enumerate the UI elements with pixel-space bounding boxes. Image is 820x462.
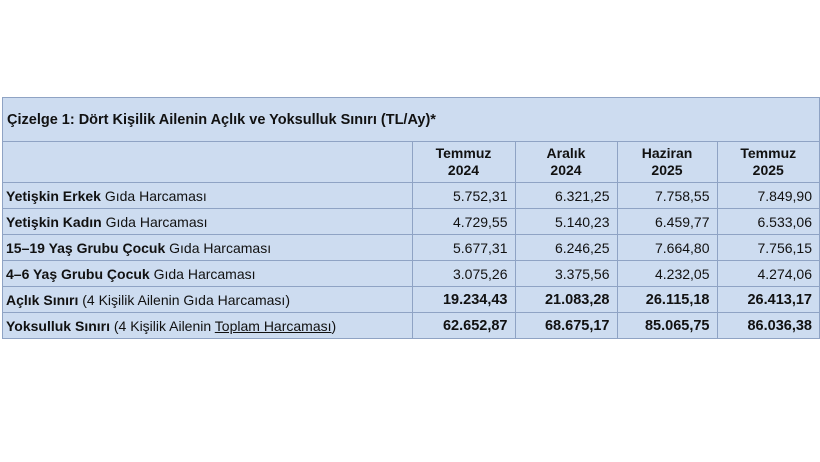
data-table [3, 142, 819, 338]
value-cell: 5.677,31 [412, 235, 515, 261]
column-header: Temmuz 2025 [717, 142, 819, 183]
value-cell: 7.756,15 [717, 235, 819, 261]
value-cell: 26.115,18 [617, 287, 717, 313]
value-cell: 4.729,55 [412, 209, 515, 235]
hunger-line-row [3, 287, 819, 313]
value-cell: 6.246,25 [515, 235, 617, 261]
row-label: Yetişkin Kadın Gıda Harcaması [3, 209, 412, 235]
row-label: 15–19 Yaş Grubu Çocuk Gıda Harcaması [3, 235, 412, 261]
value-cell: 7.849,90 [717, 183, 819, 209]
table-caption: Çizelge 1: Dört Kişilik Ailenin Açlık ve Yoksulluk Sınırı (TL/Ay)* [3, 98, 819, 142]
table-row [3, 261, 819, 287]
table-row [3, 183, 819, 209]
row-label: Yoksulluk Sınırı (4 Kişilik Ailenin Toplam Harcaması) [3, 313, 412, 339]
value-cell: 7.664,80 [617, 235, 717, 261]
value-cell: 85.065,75 [617, 313, 717, 339]
value-cell: 6.321,25 [515, 183, 617, 209]
value-cell: 3.375,56 [515, 261, 617, 287]
poverty-line-row [3, 313, 819, 339]
table-row [3, 209, 819, 235]
value-cell: 62.652,87 [412, 313, 515, 339]
header-row [3, 142, 819, 183]
value-cell: 68.675,17 [515, 313, 617, 339]
value-cell: 3.075,26 [412, 261, 515, 287]
value-cell: 19.234,43 [412, 287, 515, 313]
poverty-table [2, 97, 820, 339]
value-cell: 21.083,28 [515, 287, 617, 313]
row-label: Yetişkin Erkek Gıda Harcaması [3, 183, 412, 209]
value-cell: 5.752,31 [412, 183, 515, 209]
value-cell: 6.459,77 [617, 209, 717, 235]
value-cell: 7.758,55 [617, 183, 717, 209]
value-cell: 6.533,06 [717, 209, 819, 235]
value-cell: 5.140,23 [515, 209, 617, 235]
table-row [3, 235, 819, 261]
value-cell: 4.274,06 [717, 261, 819, 287]
row-label: Açlık Sınırı (4 Kişilik Ailenin Gıda Harcaması) [3, 287, 412, 313]
value-cell: 4.232,05 [617, 261, 717, 287]
column-header: Aralık 2024 [515, 142, 617, 183]
row-label: 4–6 Yaş Grubu Çocuk Gıda Harcaması [3, 261, 412, 287]
value-cell: 26.413,17 [717, 287, 819, 313]
value-cell: 86.036,38 [717, 313, 819, 339]
column-header: Temmuz 2024 [412, 142, 515, 183]
column-header: Haziran 2025 [617, 142, 717, 183]
header-empty-cell [3, 142, 412, 183]
